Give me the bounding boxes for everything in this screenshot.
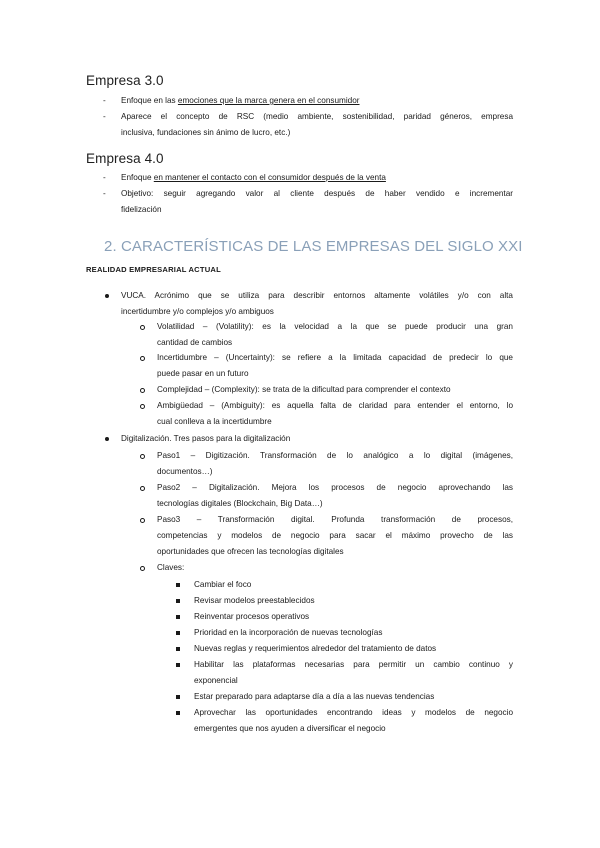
section-heading: 2. CARACTERÍSTICAS DE LAS EMPRESAS DEL SIGLO XXI [104, 238, 523, 255]
empresa-4-bullet-2-line-2: fidelización [121, 205, 162, 214]
paso1-line-1: Paso1 – Digitización. Transformación de lo analógico a lo digital (imágenes, [157, 451, 513, 460]
vuca-item-2-line-1: Incertidumbre – (Uncertainty): se refiere a la limitada capacidad de predecir lo que [157, 353, 513, 362]
empresa-4-bullet-1 [121, 172, 386, 184]
square-marker [176, 695, 180, 699]
vuca-item-4-line-1: Ambigüedad – (Ambiguity): es aquella falta de claridad para entender el entorno, lo [157, 401, 513, 410]
empresa-3-bullet-2-line-1: Aparece el concepto de RSC (medio ambiente, sostenibilidad, paridad géneros, empresa [121, 112, 513, 121]
circle-marker [140, 325, 145, 330]
circle-marker [140, 518, 145, 523]
dash-marker: - [103, 189, 106, 198]
square-marker [176, 711, 180, 715]
square-marker [176, 663, 180, 667]
underlined-text: en mantener el contacto con el consumidor después de la venta [153, 173, 386, 182]
clave-8-line-2: emergentes que nos ayuden a diversificar el negocio [194, 724, 386, 733]
clave-2: Revisar modelos preestablecidos [194, 596, 315, 605]
clave-1: Cambiar el foco [194, 580, 252, 589]
paso2-line-1: Paso2 – Digitalización. Mejora los procesos de negocio aprovechando las [157, 483, 513, 492]
dash-marker: - [103, 112, 106, 121]
circle-marker [140, 486, 145, 491]
square-marker [176, 583, 180, 587]
square-marker [176, 599, 180, 603]
dash-marker: - [103, 96, 106, 105]
clave-6-line-1: Habilitar las plataformas necesarias para permitir un cambio continuo y [194, 660, 513, 669]
square-marker [176, 631, 180, 635]
circle-marker [140, 404, 145, 409]
empresa-4-heading: Empresa 4.0 [86, 151, 164, 166]
vuca-line-1: VUCA. Acrónimo que se utiliza para describir entornos altamente volátiles y/o con alta [121, 291, 513, 300]
clave-3: Reinventar procesos operativos [194, 612, 310, 621]
paso1-line-2: documentos…) [157, 467, 213, 476]
circle-marker [140, 454, 145, 459]
empresa-3-heading: Empresa 3.0 [86, 73, 164, 88]
empresa-4-bullet-2-line-1: Objetivo: seguir agregando valor al cliente después de haber vendido e incrementar [121, 189, 513, 198]
empresa-3-bullet-2-line-2: inclusiva, fundaciones sin ánimo de lucro, etc.) [121, 128, 291, 137]
clave-8-line-1: Aprovechar las oportunidades encontrando ideas y modelos de negocio [194, 708, 513, 717]
paso3-line-3: oportunidades que ofrecen las tecnologías digitales [157, 547, 344, 556]
paso2-line-2: tecnologías digitales (Blockchain, Big Data…) [157, 499, 323, 508]
circle-marker [140, 356, 145, 361]
bullet-dot [105, 294, 109, 298]
square-marker [176, 615, 180, 619]
underlined-text: emociones que la marca genera en el consumidor [177, 96, 360, 105]
clave-4: Prioridad en la incorporación de nuevas tecnologías [194, 628, 383, 637]
clave-7: Estar preparado para adaptarse día a día a las nuevas tendencias [194, 692, 435, 701]
vuca-item-1-line-2: cantidad de cambios [157, 338, 233, 347]
bullet-text: Enfoque [121, 173, 154, 182]
clave-6-line-2: exponencial [194, 676, 238, 685]
vuca-item-2-line-2: puede pasar en un futuro [157, 369, 249, 378]
paso3-line-2: competencias y modelos de negocio para sacar el máximo provecho de las [157, 531, 513, 540]
circle-marker [140, 566, 145, 571]
vuca-line-2: incertidumbre y/o complejos y/o ambiguos [121, 307, 274, 316]
bullet-text: Enfoque en las [121, 96, 178, 105]
circle-marker [140, 388, 145, 393]
empresa-3-bullet-1 [121, 95, 360, 107]
paso3-line-1: Paso3 – Transformación digital. Profunda transformación de procesos, [157, 515, 513, 524]
digital-line-1: Digitalización. Tres pasos para la digitalización [121, 434, 291, 443]
vuca-item-1-line-1: Volatilidad – (Volatility): es la velocidad a la que se puede producir una gran [157, 322, 513, 331]
clave-5: Nuevas reglas y requerimientos alrededor del tratamiento de datos [194, 644, 437, 653]
vuca-item-3-line-1: Complejidad – (Complexity): se trata de la dificultad para comprender el contexto [157, 385, 451, 394]
claves-label: Claves: [157, 563, 185, 572]
bullet-dot [105, 437, 109, 441]
square-marker [176, 647, 180, 651]
section-subheading: REALIDAD EMPRESARIAL ACTUAL [86, 265, 221, 274]
dash-marker: - [103, 173, 106, 182]
vuca-item-4-line-2: cual conlleva a la incertidumbre [157, 417, 272, 426]
